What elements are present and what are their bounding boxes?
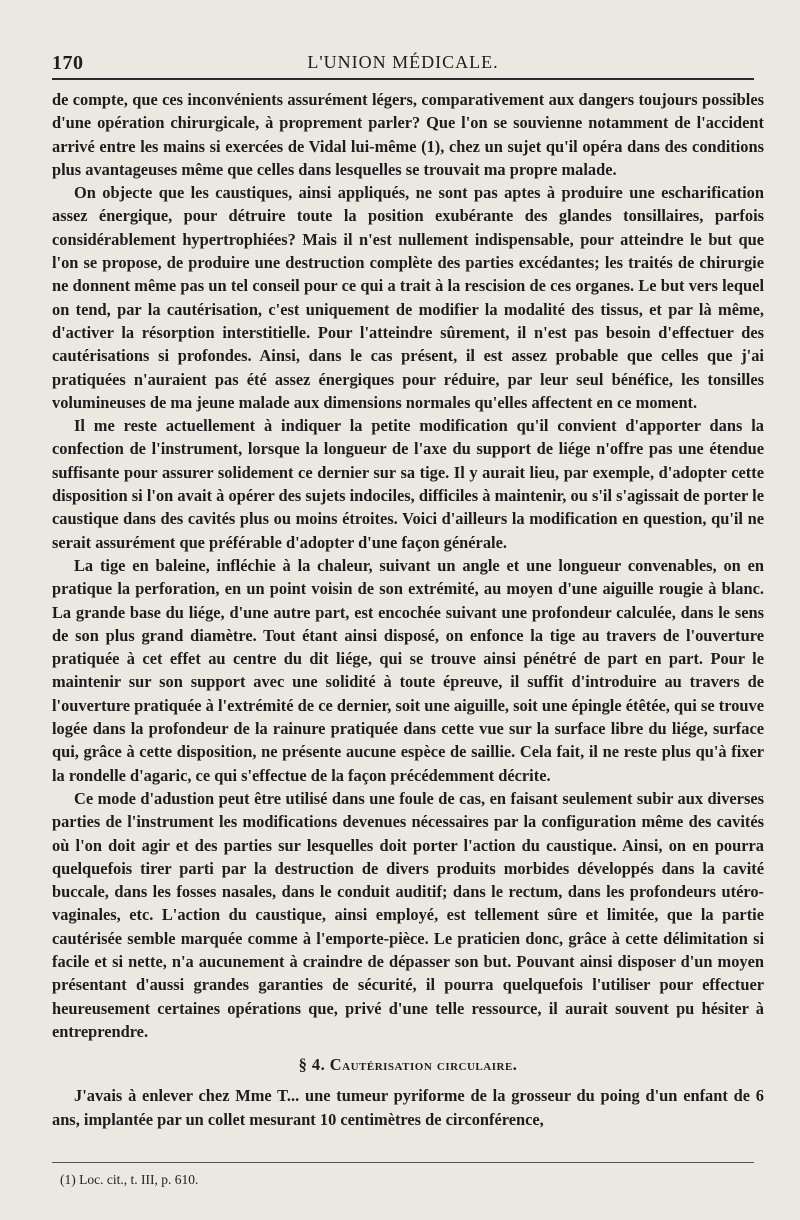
paragraph-5: Ce mode d'adustion peut être utilisé dans une foule de cas, en faisant seulement subir aux diverses parties de l'instrument les modifications devenues nécessaires par la configuration même des cavités où l'on doit agir et des parties sur lesquelles doit porter l'action du caustique. Ainsi, on en pourra quelquefois tirer parti par la destruction de divers produits morbides développés dans la cavité buccale, dans les fosses nasales, dans le conduit auditif; dans le rectum, dans les profondeurs utéro-vaginales, etc. L'action du caustique, ainsi employé, est tellement sûre et limitée, que la partie cautérisée semble marquée comme à l'emporte-pièce. Le praticien donc, grâce à cette délimitation si facile et si nette, n'a aucunement à craindre de dépasser son but. Pouvant ainsi disposer d'un moyen présentant d'aussi grandes garanties de sécurité, il pourra quelquefois l'utiliser pour effectuer heureusement certaines opérations que, privé d'une telle ressource, il aurait souvent pu hésiter à entreprendre. [52,788,764,1041]
paragraph-2: On objecte que les caustiques, ainsi appliqués, ne sont pas aptes à produire une escharification assez énergique, pour détruire toute la position exubérante des glandes tonsillaires, parfois considérablement hypertrophiées? Mais il n'est nullement indispensable, pour atteindre le but que l'on se propose, de produire une destruction complète des parties excédantes; les traités de chirurgie ne donnent même pas un tel conseil pour ce qui a trait à la rescision de ces organes. Le but vers lequel on tend, par la cautérisation, c'est uniquement de modifier la modalité des tissus, et par là même, d'activer la résorption interstitielle. Pour l'atteindre sûrement, il n'est pas besoin d'effectuer des cautérisations si profondes. Ainsi, dans le cas présent, il est assez probable que celles que j'ai pratiquées n'auraient pas été assez énergiques pour réduire, par leur seul bénéfice, les tonsilles volumineuses de ma jeune malade aux dimensions normales qu'elles affectent en ce moment. [52,183,764,412]
section-heading: § 4. Cautérisation circulaire. [298,1055,518,1075]
footnote: (1) Loc. cit., t. III, p. 610. [60,1172,199,1187]
body-text [52,88,764,1131]
page-number: 170 [52,52,84,74]
paragraph-1: de compte, que ces inconvénients assurément légers, comparativement aux dangers toujours possibles d'une opération chirurgicale, à proprement parler? Que l'on se souvienne notamment de l'accident arrivé entre les mains si exercées de Vidal lui-même (1), chez un sujet qu'il opéra dans des conditions plus avantageuses même que celles dans lesquelles se trouvait ma propre malade. [52,90,764,179]
paragraph-4: La tige en baleine, infléchie à la chaleur, suivant un angle et une longueur convenables, on en pratique la perforation, en un point voisin de son extrémité, au moyen d'une aiguille rougie à blanc. La grande base du liége, d'une autre part, est encochée suivant une profondeur calculée, dans le sens de son plus grand diamètre. Tout étant ainsi disposé, on enfonce la tige au travers de l'ouverture pratiquée à cet effet au centre du dit liége, qui se trouve ainsi pénétré de part en part. Pour le maintenir sur son support avec une solidité à toute épreuve, il suffit d'introduire au travers de l'ouverture pratiquée à l'extrémité de ce dernier, soit une aiguille, soit une épingle étêtée, qui se trouve logée dans la profondeur de la rainure pratiquée dans cette vue sur la surface libre du liége, surface qui, grâce à cette disposition, ne présente aucune espèce de saillie. Cela fait, il ne reste plus qu'à fixer la rondelle d'agaric, ce qui s'effectue de la façon précédemment décrite. [52,555,764,785]
footnote-rule [52,1162,754,1163]
paragraph-3: Il me reste actuellement à indiquer la petite modification qu'il convient d'apporter dans la confection de l'instrument, lorsque la longueur de l'axe du support de liége n'offre pas une étendue suffisante pour assurer solidement ce dernier sur sa tige. Il y aurait lieu, par exemple, d'adopter cette disposition si l'on avait à opérer des sujets indociles, difficiles à maintenir, ou s'il s'agissait de porter le caustique dans des cavités plus ou moins étroites. Voici d'ailleurs la modification en question, qu'il ne serait assurément que préférable d'adopter d'une façon générale. [52,416,764,552]
running-title: L'UNION MÉDICALE. [307,52,499,72]
page-header [52,44,754,80]
paragraph-6: J'avais à enlever chez Mme T... une tumeur pyriforme de la grosseur du poing d'un enfant de 6 ans, implantée par un collet mesurant 10 centimètres de circonférence, [52,1086,764,1129]
